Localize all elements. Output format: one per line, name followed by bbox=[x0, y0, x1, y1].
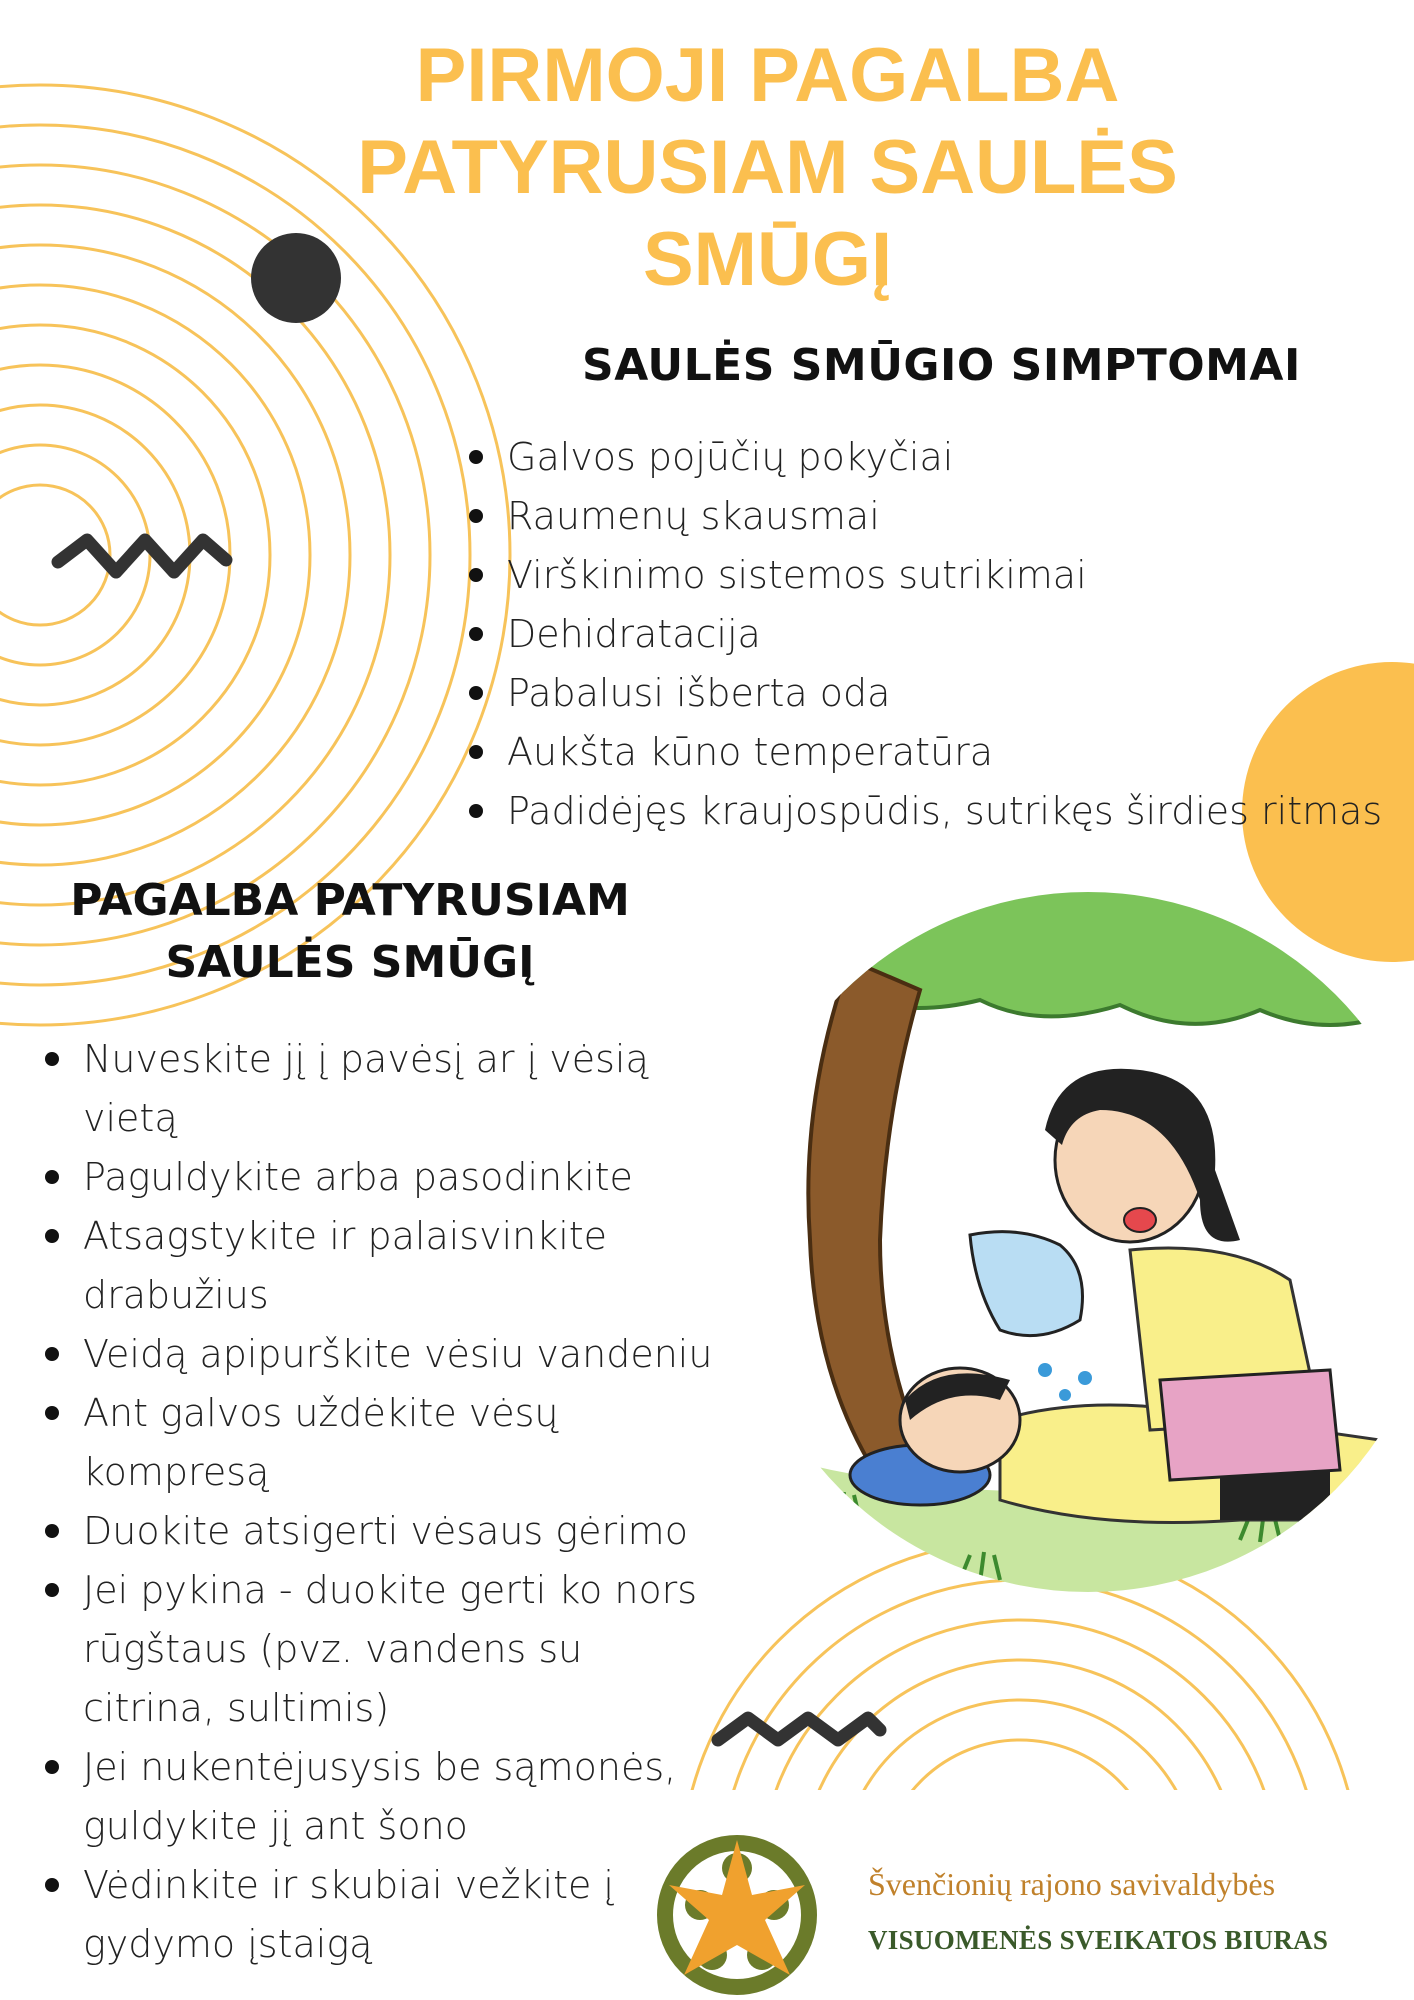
help-heading bbox=[50, 870, 650, 994]
help-item: Nuveskite jį į pavėsį ar į vėsią vietą bbox=[83, 1030, 723, 1148]
symptom-item: Pabalusi išberta oda bbox=[507, 664, 1407, 723]
help-item: Atsagstykite ir palaisvinkite drabužius bbox=[83, 1207, 723, 1325]
title-line-1: PIRMOJI PAGALBA bbox=[415, 33, 1120, 118]
help-item: Duokite atsigerti vėsaus gėrimo bbox=[83, 1502, 723, 1561]
help-item: Jei pykina - duokite gerti ko nors rūgštaus (pvz. vandens su citrina, sultimis) bbox=[83, 1561, 723, 1738]
organization-name-line-2: VISUOMENĖS SVEIKATOS BIURAS bbox=[868, 1925, 1329, 1955]
help-item: Ant galvos uždėkite vėsų kompresą bbox=[83, 1384, 723, 1502]
help-item: Paguldykite arba pasodinkite bbox=[83, 1148, 723, 1207]
symptom-item: Virškinimo sistemos sutrikimai bbox=[507, 546, 1407, 605]
help-heading-line-2: SAULĖS SMŪGĮ bbox=[165, 937, 535, 988]
symptom-item: Galvos pojūčių pokyčiai bbox=[507, 428, 1407, 487]
zigzag-bottom-icon bbox=[718, 1718, 880, 1740]
title-line-3: SMŪGĮ bbox=[642, 217, 893, 302]
first-aid-illustration bbox=[720, 876, 1414, 1620]
symptom-item: Padidėjęs kraujospūdis, sutrikęs širdies ritmas bbox=[507, 782, 1407, 841]
organization-name-line-1: Švenčionių rajono savivaldybės bbox=[868, 1866, 1276, 1902]
help-list bbox=[83, 1030, 723, 1974]
symptoms-heading: SAULĖS SMŪGIO SIMPTOMAI bbox=[582, 340, 1301, 391]
help-item: Vėdinkite ir skubiai vežkite į gydymo įstaigą bbox=[83, 1856, 723, 1974]
page-title bbox=[250, 30, 1285, 306]
symptom-item: Aukšta kūno temperatūra bbox=[507, 723, 1407, 782]
help-item: Jei nukentėjusysis be sąmonės, guldykite jį ant šono bbox=[83, 1738, 723, 1856]
symptoms-list bbox=[507, 428, 1407, 841]
symptom-item: Raumenų skausmai bbox=[507, 487, 1407, 546]
help-item: Veidą apipurškite vėsiu vandeniu bbox=[83, 1325, 723, 1384]
help-heading-line-1: PAGALBA PATYRUSIAM bbox=[70, 875, 630, 926]
zigzag-left-icon bbox=[58, 540, 226, 572]
symptom-item: Dehidratacija bbox=[507, 605, 1407, 664]
title-line-2: PATYRUSIAM SAULĖS bbox=[357, 125, 1178, 210]
